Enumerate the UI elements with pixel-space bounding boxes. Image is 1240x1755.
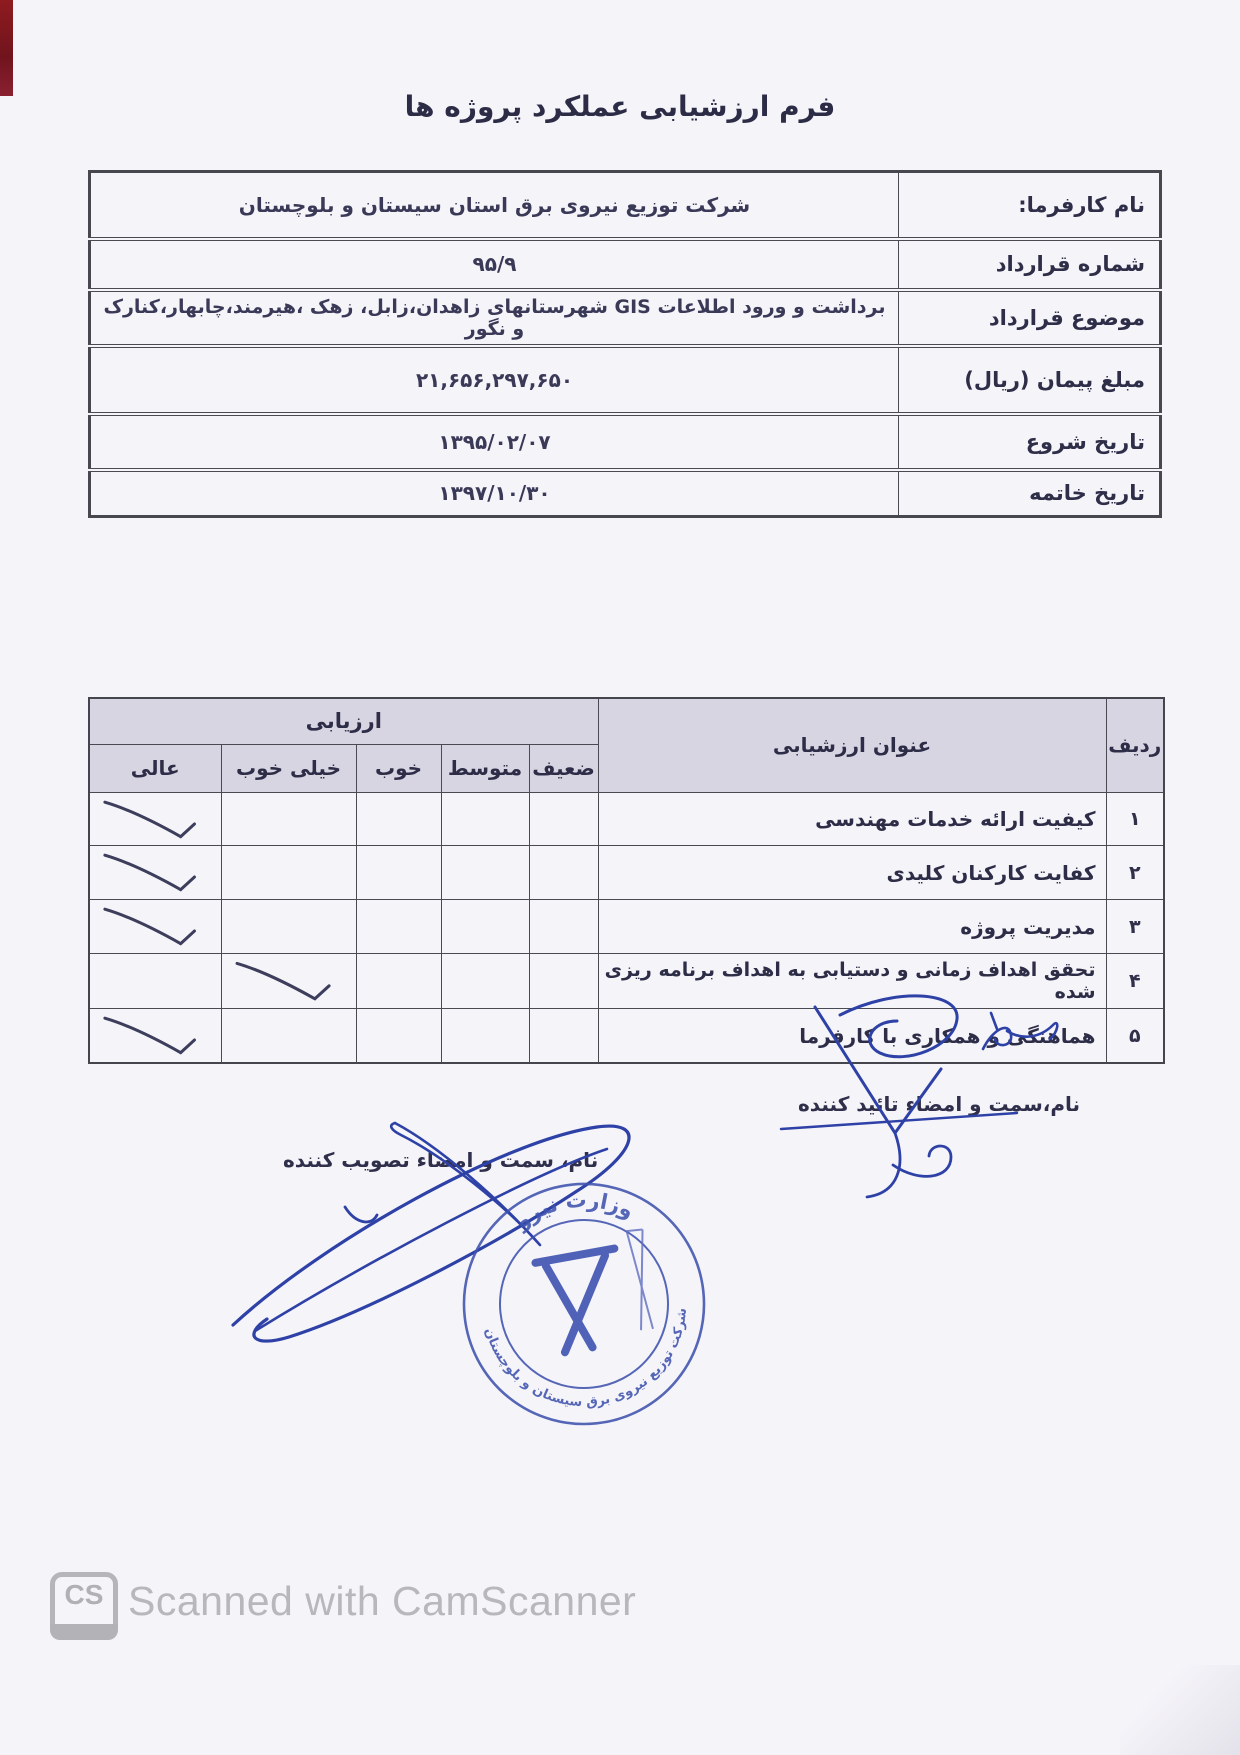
table-row <box>90 290 1161 346</box>
rating-cell <box>89 953 221 1008</box>
table-row <box>90 346 1161 414</box>
info-value: ۱۳۹۵/۰۲/۰۷ <box>90 414 899 470</box>
table-row <box>90 239 1161 290</box>
table-row <box>89 900 1164 954</box>
table-row <box>89 792 1164 846</box>
rating-cell <box>529 1009 598 1063</box>
rating-cell <box>221 1009 356 1063</box>
eval-row-number: ۳ <box>1106 900 1164 954</box>
info-label: تاریخ خاتمه <box>899 470 1161 517</box>
info-value: ۹۵/۹ <box>90 239 899 290</box>
checkmark-icon <box>230 954 348 1008</box>
rating-cell <box>221 953 356 1008</box>
info-value: برداشت و ورود اطلاعات GIS شهرستانهای زاهدان،زابل، زهک ،هیرمند،چابهار،کنارک و نگور <box>90 290 899 346</box>
eval-row-number: ۵ <box>1106 1009 1164 1063</box>
checkmark-icon <box>98 846 213 899</box>
info-label: شماره قرارداد <box>899 239 1161 290</box>
eval-row-number: ۴ <box>1106 953 1164 1008</box>
col-header-very-good: خیلی خوب <box>221 744 356 792</box>
col-header-excellent: عالی <box>89 744 221 792</box>
info-label: موضوع قرارداد <box>899 290 1161 346</box>
eval-row-number: ۱ <box>1106 792 1164 846</box>
approver-caption: نام، سمت و امضاء تصویب کننده <box>283 1148 599 1172</box>
contract-info-table <box>88 170 1162 518</box>
rating-cell <box>356 1009 441 1063</box>
camscanner-badge-bar <box>50 1624 118 1640</box>
table-row <box>89 953 1164 1008</box>
rating-cell <box>441 900 529 954</box>
rating-cell <box>356 900 441 954</box>
info-label: مبلغ پیمان (ریال) <box>899 346 1161 414</box>
rating-cell <box>441 1009 529 1063</box>
col-header-row-number: ردیف <box>1106 698 1164 792</box>
stamp-emblem <box>535 1249 625 1355</box>
scan-edge-artifact <box>0 0 13 96</box>
info-value: ۲۱,۶۵۶,۲۹۷,۶۵۰ <box>90 346 899 414</box>
table-row <box>89 846 1164 900</box>
info-value: شرکت توزیع نیروی برق استان سیستان و بلوچستان <box>90 172 899 239</box>
verifier-caption: نام،سمت و امضاء تائید کننده <box>798 1092 1081 1116</box>
rating-cell <box>89 792 221 846</box>
rating-cell <box>529 846 598 900</box>
rating-cell <box>441 846 529 900</box>
rating-cell <box>221 846 356 900</box>
camscanner-badge <box>50 1572 118 1640</box>
checkmark-icon <box>98 1009 213 1062</box>
rating-cell <box>356 846 441 900</box>
col-header-title: عنوان ارزشیابی <box>598 698 1106 792</box>
stamp-bottom-text: شرکت توزیع نیروی برق سیستان و بلوچستان <box>481 1307 691 1411</box>
eval-row-title: هماهنگی و همکاری با کارفرما <box>598 1009 1106 1063</box>
rating-cell <box>441 792 529 846</box>
info-label: تاریخ شروع <box>899 414 1161 470</box>
eval-row-title: مدیریت پروژه <box>598 900 1106 954</box>
company-stamp <box>438 1158 730 1450</box>
rating-cell <box>356 792 441 846</box>
eval-row-title: کفایت کارکنان کلیدی <box>598 846 1106 900</box>
stamp-top-text: وزارت نیرو <box>510 1187 638 1234</box>
rating-cell <box>221 792 356 846</box>
rating-cell <box>529 953 598 1008</box>
rating-cell <box>89 900 221 954</box>
info-value: ۱۳۹۷/۱۰/۳۰ <box>90 470 899 517</box>
table-row <box>89 698 1164 744</box>
table-row <box>90 172 1161 239</box>
rating-cell <box>441 953 529 1008</box>
rating-cell <box>221 900 356 954</box>
rating-cell <box>89 1009 221 1063</box>
checkmark-icon <box>98 900 213 953</box>
col-header-rating-group: ارزیابی <box>89 698 598 744</box>
camscanner-text: Scanned with CamScanner <box>128 1578 637 1624</box>
table-row <box>90 470 1161 517</box>
page-title: فرم ارزشیابی عملکرد پروژه ها <box>404 90 836 123</box>
scan-shadow-artifact <box>1120 1665 1240 1755</box>
rating-cell <box>89 846 221 900</box>
camscanner-badge-label: CS <box>64 1579 104 1610</box>
rating-cell <box>529 792 598 846</box>
eval-row-title: تحقق اهداف زمانی و دستیابی به اهداف برنامه ریزی شده <box>598 953 1106 1008</box>
table-row <box>89 1009 1164 1063</box>
info-label: نام کارفرما: <box>899 172 1161 239</box>
col-header-good: خوب <box>356 744 441 792</box>
eval-row-number: ۲ <box>1106 846 1164 900</box>
evaluation-table <box>88 697 1165 1064</box>
checkmark-icon <box>98 793 213 846</box>
rating-cell <box>529 900 598 954</box>
rating-cell <box>356 953 441 1008</box>
table-row <box>90 414 1161 470</box>
col-header-weak: ضعیف <box>529 744 598 792</box>
col-header-average: متوسط <box>441 744 529 792</box>
eval-row-title: کیفیت ارائه خدمات مهندسی <box>598 792 1106 846</box>
